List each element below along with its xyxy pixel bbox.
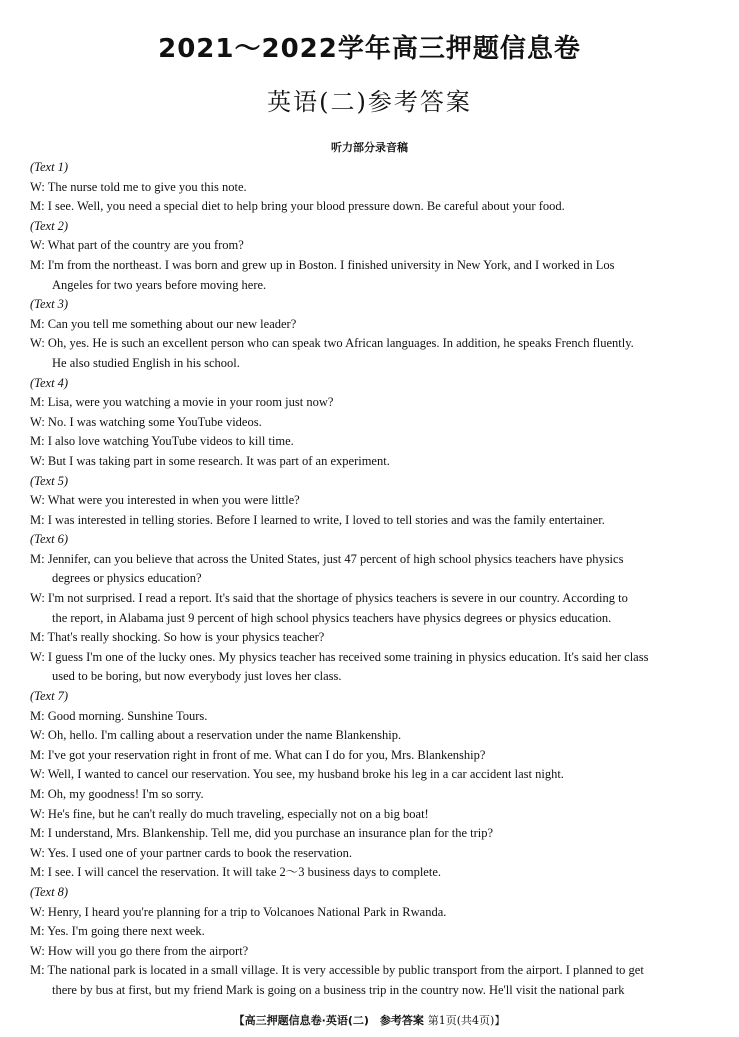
dialogue-line: W: What part of the country are you from? — [30, 238, 244, 253]
dialogue-turn — [30, 550, 712, 589]
dialogue-turn — [30, 256, 712, 295]
footer-page-number: 第1页(共4页)】 — [427, 1014, 506, 1027]
dialogue-line: M: Lisa, were you watching a movie in your room just now? — [30, 395, 334, 410]
dialogue-line: W: I'm not surprised. I read a report. It's said that the shortage of physics teachers is severe in our country. According to — [30, 591, 628, 606]
dialogue-line: M: Oh, my goodness! I'm so sorry. — [30, 787, 204, 801]
dialogue-line: W: Yes. I used one of your partner cards to book the reservation. — [30, 845, 353, 860]
text-label: (Text 6) — [30, 532, 69, 547]
page-subtitle: 英语(二)参考答案 — [267, 88, 472, 116]
dialogue-line-continued: used to be boring, but now everybody just loves her class. — [52, 669, 342, 684]
dialogue-turn — [30, 648, 712, 687]
dialogue-line: M: Jennifer, can you believe that across the United States, just 47 percent of high school physics teachers have physics — [30, 551, 624, 566]
text-label: (Text 5) — [30, 473, 69, 488]
dialogue-line-continued: the report, in Alabama just 9 percent of high school physics teachers have physics degrees or physics education. — [52, 610, 612, 625]
dialogue-line-continued: He also studied English in his school. — [52, 355, 240, 370]
dialogue-line: M: I was interested in telling stories. Before I learned to write, I loved to tell stories and was the family entertainer. — [30, 512, 605, 527]
dialogue-line: M: I see. I will cancel the reservation. It will take 2～3 business days to complete. — [30, 865, 441, 880]
dialogue-line: W: Henry, I heard you're planning for a trip to Volcanoes National Park in Rwanda. — [30, 904, 447, 919]
dialogue-line: W: I guess I'm one of the lucky ones. My physics teacher has received some training in physics education. It's said her class — [30, 649, 649, 664]
dialogue-turn — [30, 334, 712, 373]
text-label: (Text 3) — [30, 297, 69, 312]
footer-label: 【高三押题信息卷·英语(二) 参考答案 — [233, 1014, 424, 1027]
transcript-body — [30, 158, 712, 1001]
dialogue-line: M: I also love watching YouTube videos to kill time. — [30, 434, 294, 449]
dialogue-turn — [30, 589, 712, 628]
page-title: 2021～2022学年高三押题信息卷 — [158, 34, 581, 64]
dialogue-line: W: Oh, yes. He is such an excellent person who can speak two African languages. In addition, he speaks French fluently. — [30, 336, 634, 351]
page-footer — [0, 1012, 739, 1028]
dialogue-line-continued: Angeles for two years before moving here. — [52, 277, 267, 292]
dialogue-line: M: That's really shocking. So how is your physics teacher? — [30, 630, 325, 645]
text-label: (Text 1) — [30, 160, 69, 174]
text-label: (Text 4) — [30, 375, 69, 390]
dialogue-line: W: What were you interested in when you were little? — [30, 493, 300, 508]
text-label: (Text 7) — [30, 689, 69, 704]
dialogue-line: M: Good morning. Sunshine Tours. — [30, 708, 208, 723]
dialogue-line: W: Oh, hello. I'm calling about a reservation under the name Blankenship. — [30, 728, 402, 743]
text-label: (Text 2) — [30, 218, 69, 233]
dialogue-line: W: The nurse told me to give you this note. — [30, 179, 247, 194]
dialogue-line-continued: there by bus at first, but my friend Mark is going on a business trip in the country now. He'll visit the national park — [52, 982, 625, 997]
dialogue-line: M: Yes. I'm going there next week. — [30, 924, 205, 939]
dialogue-line: W: Well, I wanted to cancel our reservation. You see, my husband broke his leg in a car accident last night. — [30, 767, 564, 782]
section-heading: 听力部分录音稿 — [331, 141, 408, 154]
dialogue-line: M: I understand, Mrs. Blankenship. Tell me, did you purchase an insurance plan for the trip? — [30, 826, 494, 841]
dialogue-line: W: He's fine, but he can't really do much traveling, especially not on a big boat! — [30, 806, 429, 821]
dialogue-line: M: I've got your reservation right in front of me. What can I do for you, Mrs. Blankenship? — [30, 747, 486, 762]
text-label: (Text 8) — [30, 884, 69, 899]
dialogue-line: M: I see. Well, you need a special diet to help bring your blood pressure down. Be careful about your food. — [30, 199, 565, 214]
dialogue-line: W: But I was taking part in some research. It was part of an experiment. — [30, 453, 390, 468]
dialogue-line: M: I'm from the northeast. I was born and grew up in Boston. I finished university in New York, and I worked in Los — [30, 257, 615, 272]
dialogue-line: W: No. I was watching some YouTube videos. — [30, 414, 262, 429]
dialogue-line: W: How will you go there from the airport? — [30, 943, 249, 958]
dialogue-line: M: Can you tell me something about our new leader? — [30, 316, 297, 331]
dialogue-line: M: The national park is located in a small village. It is very accessible by public transport from the airport. I planned to get — [30, 963, 644, 978]
dialogue-line-continued: degrees or physics education? — [52, 571, 202, 586]
dialogue-turn — [30, 961, 712, 1000]
